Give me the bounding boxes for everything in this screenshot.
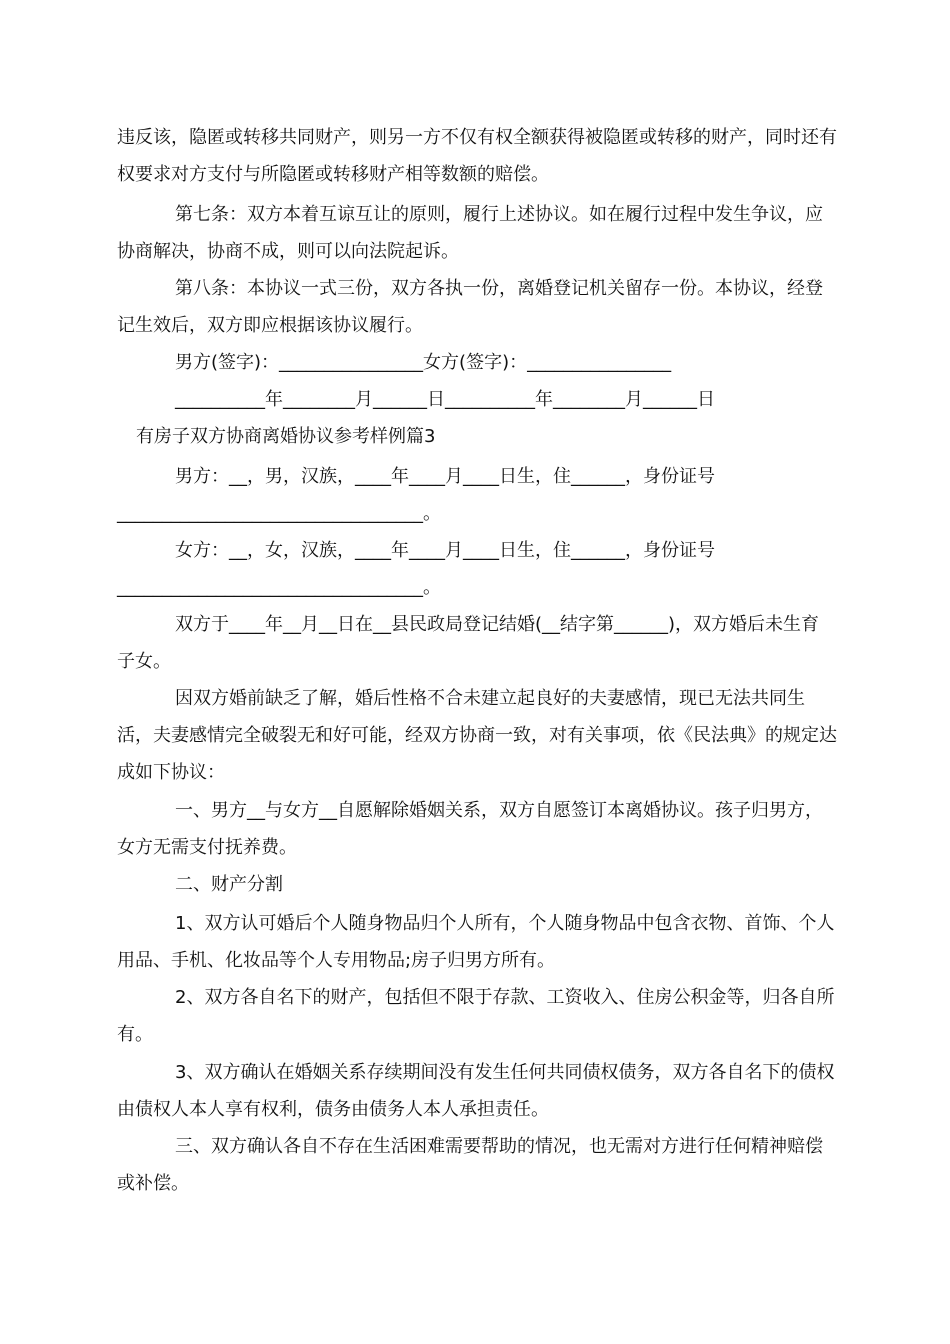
paragraph-divorce-reason: 因双方婚前缺乏了解，婚后性格不合未建立起良好的夫妻感情，现已无法共同生活，夫妻感情完全破裂无和好可能，经双方协商一致，对有关事项，依《民法典》的规定达成如下协议： <box>117 688 837 783</box>
paragraph-item-2-2: 2、双方各自名下的财产，包括但不限于存款、工资收入、住房公积金等，归各自所有。 <box>117 987 835 1045</box>
paragraph-article-8: 第八条：本协议一式三份，双方各执一份，离婚登记机关留存一份。本协议，经登记生效后，双方即应根据该协议履行。 <box>117 278 823 336</box>
section-title: 有房子双方协商离婚协议参考样例篇3 <box>136 426 436 447</box>
signature-line: 男方(签字)：________________女方(签字)：________________ <box>175 352 672 373</box>
paragraph-item-2-1: 1、双方认可婚后个人随身物品归个人所有，个人随身物品中包含衣物、首饰、个人用品、手机、化妆品等个人专用物品;房子归男方所有。 <box>117 913 835 971</box>
paragraph-item-2-3: 3、双方确认在婚姻关系存续期间没有发生任何共同债权债务，双方各自名下的债权由债权人本人享有权利，债务由债务人本人承担责任。 <box>117 1062 835 1120</box>
paragraph-concealment-clause: 违反该，隐匿或转移共同财产，则另一方不仅有权全额获得被隐匿或转移的财产，同时还有权要求对方支付与所隐匿或转移财产相等数额的赔偿。 <box>117 127 837 185</box>
paragraph-item-1: 一、男方__与女方__自愿解除婚姻关系，双方自愿签订本离婚协议。孩子归男方，女方无需支付抚养费。 <box>117 800 823 858</box>
paragraph-marriage-registration: 双方于____年__月__日在__县民政局登记结婚(__结字第______)，双方婚后未生育子女。 <box>117 614 820 672</box>
paragraph-item-3: 三、双方确认各自不存在生活困难需要帮助的情况，也无需对方进行任何精神赔偿或补偿。 <box>117 1136 823 1194</box>
paragraph-woman-info: 女方：__，女，汉族，____年____月____日生，住______，身份证号__________________________________。 <box>117 540 715 598</box>
paragraph-item-2-heading: 二、财产分割 <box>175 874 283 895</box>
paragraph-man-info: 男方：__，男，汉族，____年____月____日生，住______，身份证号__________________________________。 <box>117 466 715 524</box>
paragraph-article-7: 第七条：双方本着互谅互让的原则，履行上述协议。如在履行过程中发生争议，应协商解决，协商不成，则可以向法院起诉。 <box>117 204 823 262</box>
date-line: __________年________月______日__________年________月______日 <box>175 389 715 410</box>
